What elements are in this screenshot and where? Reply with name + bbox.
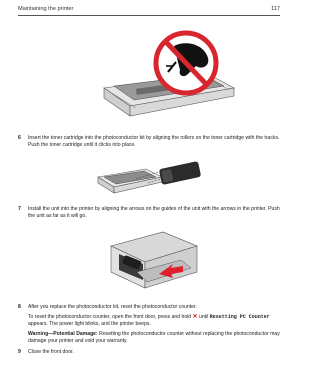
header-rule <box>18 15 280 16</box>
reset-text-until: until <box>199 314 209 320</box>
warning-note <box>28 331 280 345</box>
step-9 <box>18 349 280 357</box>
reset-text-start: To reset the photoconductor counter, open the front door, press and hold <box>28 314 192 320</box>
toner-insertion-illustration <box>96 159 206 199</box>
photoconductor-kit-illustration <box>96 30 246 125</box>
step-6 <box>18 135 280 150</box>
step-9-text: Close the front door. <box>28 349 74 355</box>
step-8-number: 8 <box>18 304 21 310</box>
warning-text: Resetting the photoconductor counter without replacing the photoconductor may damage your printer and void your warranty. <box>28 331 280 344</box>
cancel-x-icon: ✕ <box>192 314 198 320</box>
step-7 <box>18 206 280 221</box>
step-6-text: Insert the toner cartridge into the photoconductor kit by aligning the rollers on the toner cartridge with the tracks. Push the toner cartridge until it clicks into place. <box>28 135 280 148</box>
reset-counter-message: Resetting PC Counter <box>209 314 270 320</box>
no-hand-touch-icon <box>156 33 216 93</box>
page-number: 117 <box>271 6 280 12</box>
step-8 <box>18 304 280 312</box>
step-6-number: 6 <box>18 135 21 141</box>
warning-label: Warning—Potential Damage: <box>28 331 98 337</box>
step-8-text: After you replace the photoconductor kit, reset the photoconductor counter. <box>28 304 197 310</box>
step-7-number: 7 <box>18 206 21 212</box>
photoconductor-kit-figure <box>96 30 246 125</box>
reset-text-end: appears. The power light blinks, and the printer beeps. <box>28 320 151 327</box>
printer-install-illustration <box>107 228 203 292</box>
step-7-text: Install the unit into the printer by aligning the arrows on the guides of the unit with the arrows in the printer. Push the unit as far as it will go. <box>28 206 280 219</box>
header-section-title: Maintaining the printer <box>18 6 74 12</box>
reset-instructions <box>28 314 280 328</box>
printer-install-figure <box>107 228 203 292</box>
toner-cartridge-figure <box>96 159 206 199</box>
step-9-number: 9 <box>18 349 21 355</box>
page-header <box>18 6 280 15</box>
